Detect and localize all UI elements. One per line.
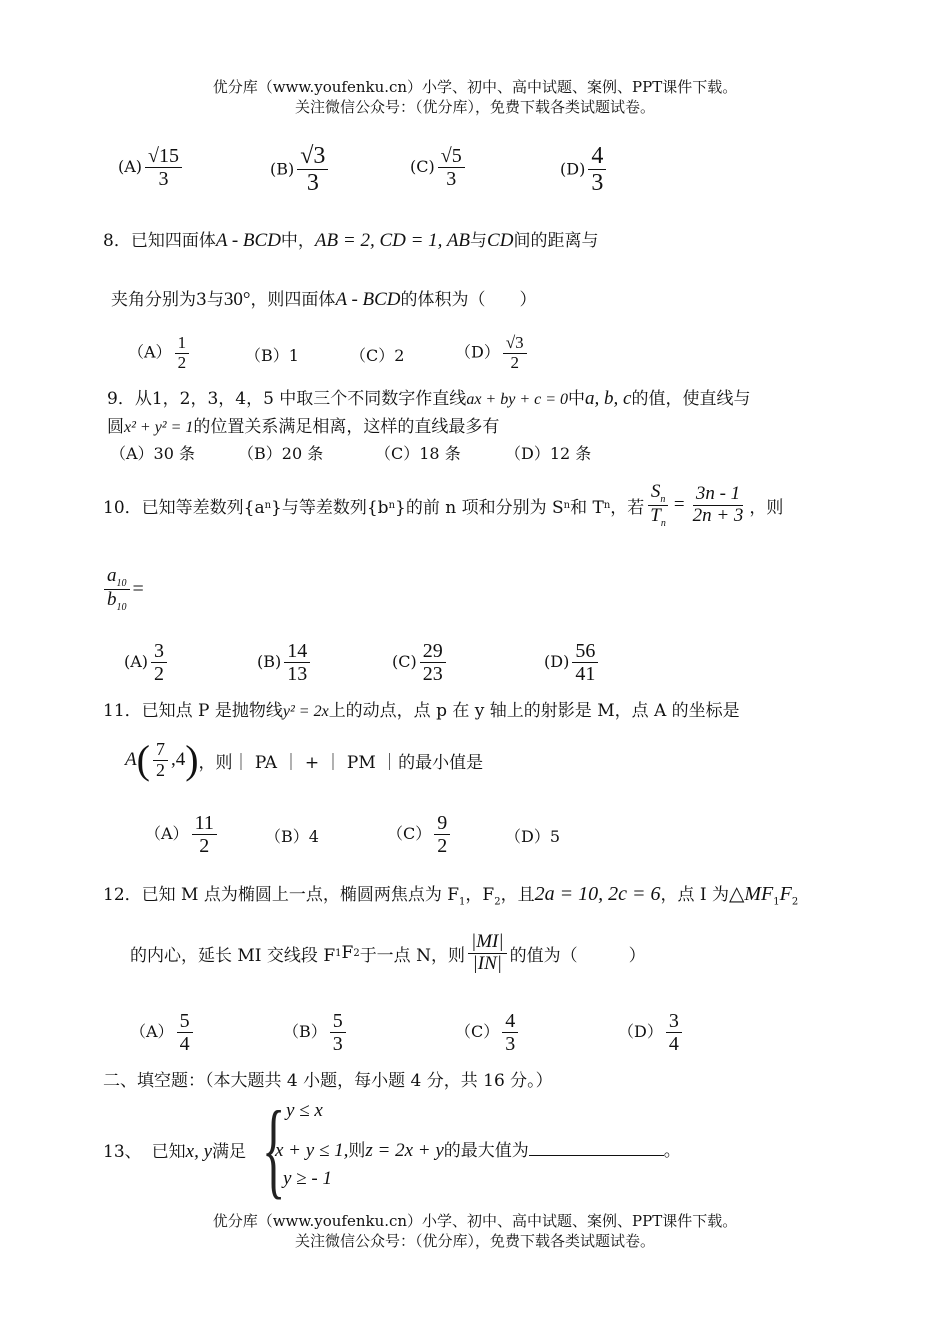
q12-line-2: 的内心，延长 MI 交线段 F 1 F 2 于一点 N，则 |MI| |IN| 的值为（ ）: [130, 931, 646, 974]
q8-line-1: 8．已知四面体A - BCD中，AB = 2, CD = 1, AB与CD间的距离与: [103, 230, 599, 251]
q11-line-2: A ( 7 2 ,4 ) ，则｜ PA ｜ + ｜ PM ｜的最小值是: [125, 737, 484, 783]
q13-prefix: 13、 已知x, y满足: [103, 1141, 247, 1162]
q10-line-1: 10．已知等差数列{a n }与等差数列{b n }的前 n 项和分别为 S n 和 T n ，若 $\frac{S_n}{T_n}$ = $\frac{3n - 1}{2n + 3}$ ，则: [103, 481, 784, 529]
q9-option-d: （D）12 条: [505, 444, 592, 463]
q11-option-a: （A） $\frac{11}{2}$: [145, 812, 220, 857]
q7-option-d: (D) $\frac{4}{3}$: [560, 143, 609, 197]
q7-option-a: (A) $\frac{√15}{3}$: [118, 145, 185, 190]
q13-constraint-3: y ≥ - 1: [283, 1168, 332, 1189]
q8-option-b: （B）1: [245, 346, 299, 365]
q11-line-1: 11．已知点 P 是抛物线y² = 2x上的动点，点 p 在 y 轴上的射影是 M，点 A 的坐标是: [103, 701, 740, 721]
q13-brace: {: [262, 1090, 286, 1209]
q9-option-a: （A）30 条: [110, 444, 196, 463]
q8-option-c: （C）2: [350, 346, 405, 365]
q12-option-c: （C） $\frac{4}{3}$: [455, 1010, 521, 1055]
q10-option-a: (A) $\frac{3}{2}$: [124, 640, 170, 685]
section-2-title: 二、填空题：（本大题共 4 小题，每小题 4 分，共 16 分。）: [103, 1071, 553, 1091]
q10-option-c: (C) $\frac{29}{23}$: [392, 640, 449, 685]
q12-option-b: （B） $\frac{5}{3}$: [283, 1010, 349, 1055]
q9-option-b: （B）20 条: [238, 444, 324, 463]
q11-option-c: （C） $\frac{9}{2}$: [387, 812, 453, 857]
q13-answer-blank[interactable]: [529, 1139, 664, 1156]
footer-line-1: 优分库（www.youfenku.cn）小学、初中、高中试题、案例、PPT课件下载。: [212, 1212, 738, 1230]
q10-ask: $\frac{a_{10}}{b_{10}}$ =: [104, 566, 144, 613]
q10-option-d: (D) $\frac{56}{41}$: [544, 640, 601, 685]
q13-constraint-2: x + y ≤ 1,则z = 2x + y的最大值为 。: [275, 1140, 681, 1161]
q12-option-d: （D） $\frac{3}{4}$: [618, 1010, 685, 1055]
q7-option-b: (B) $\frac{√3}{3}$: [270, 143, 331, 197]
q8-line-2: 夹角分别为3与30°，则四面体A - BCD的体积为（ ）: [111, 289, 537, 310]
q9-option-c: （C）18 条: [375, 444, 461, 463]
q13-constraint-1: y ≤ x: [286, 1100, 323, 1121]
q11-option-b: （B）4: [265, 827, 319, 846]
q7-option-c: (C) $\frac{√5}{3}$: [410, 145, 468, 190]
q8-option-a: （A） $\frac{1}{2}$: [128, 334, 192, 372]
footer-line-2: 关注微信公众号：（优分库），免费下载各类试题试卷。: [294, 1232, 655, 1250]
q9-line-1: 9．从1，2，3，4，5 中取三个不同数字作直线ax + by + c = 0中a, b, c的值，使直线与: [107, 388, 751, 409]
header-line-2: 关注微信公众号：（优分库），免费下载各类试题试卷。: [294, 98, 655, 116]
q12-option-a: （A） $\frac{5}{4}$: [130, 1010, 196, 1055]
q9-line-2: 圆x² + y² = 1的位置关系满足相离，这样的直线最多有: [107, 417, 500, 437]
header-line-1: 优分库（www.youfenku.cn）小学、初中、高中试题、案例、PPT课件下载。: [212, 78, 738, 96]
q10-option-b: (B) $\frac{14}{13}$: [257, 640, 313, 685]
q8-option-d: （D） $\frac{√3}{2}$: [455, 334, 530, 372]
q12-line-1: 12．已知 M 点为椭圆上一点，椭圆两焦点为 $F_1$，$F_2$，且2a = 10, 2c = 6，点 I 为$\triangle MF_1F_2$: [103, 883, 799, 908]
q11-option-d: （D）5: [505, 827, 561, 846]
